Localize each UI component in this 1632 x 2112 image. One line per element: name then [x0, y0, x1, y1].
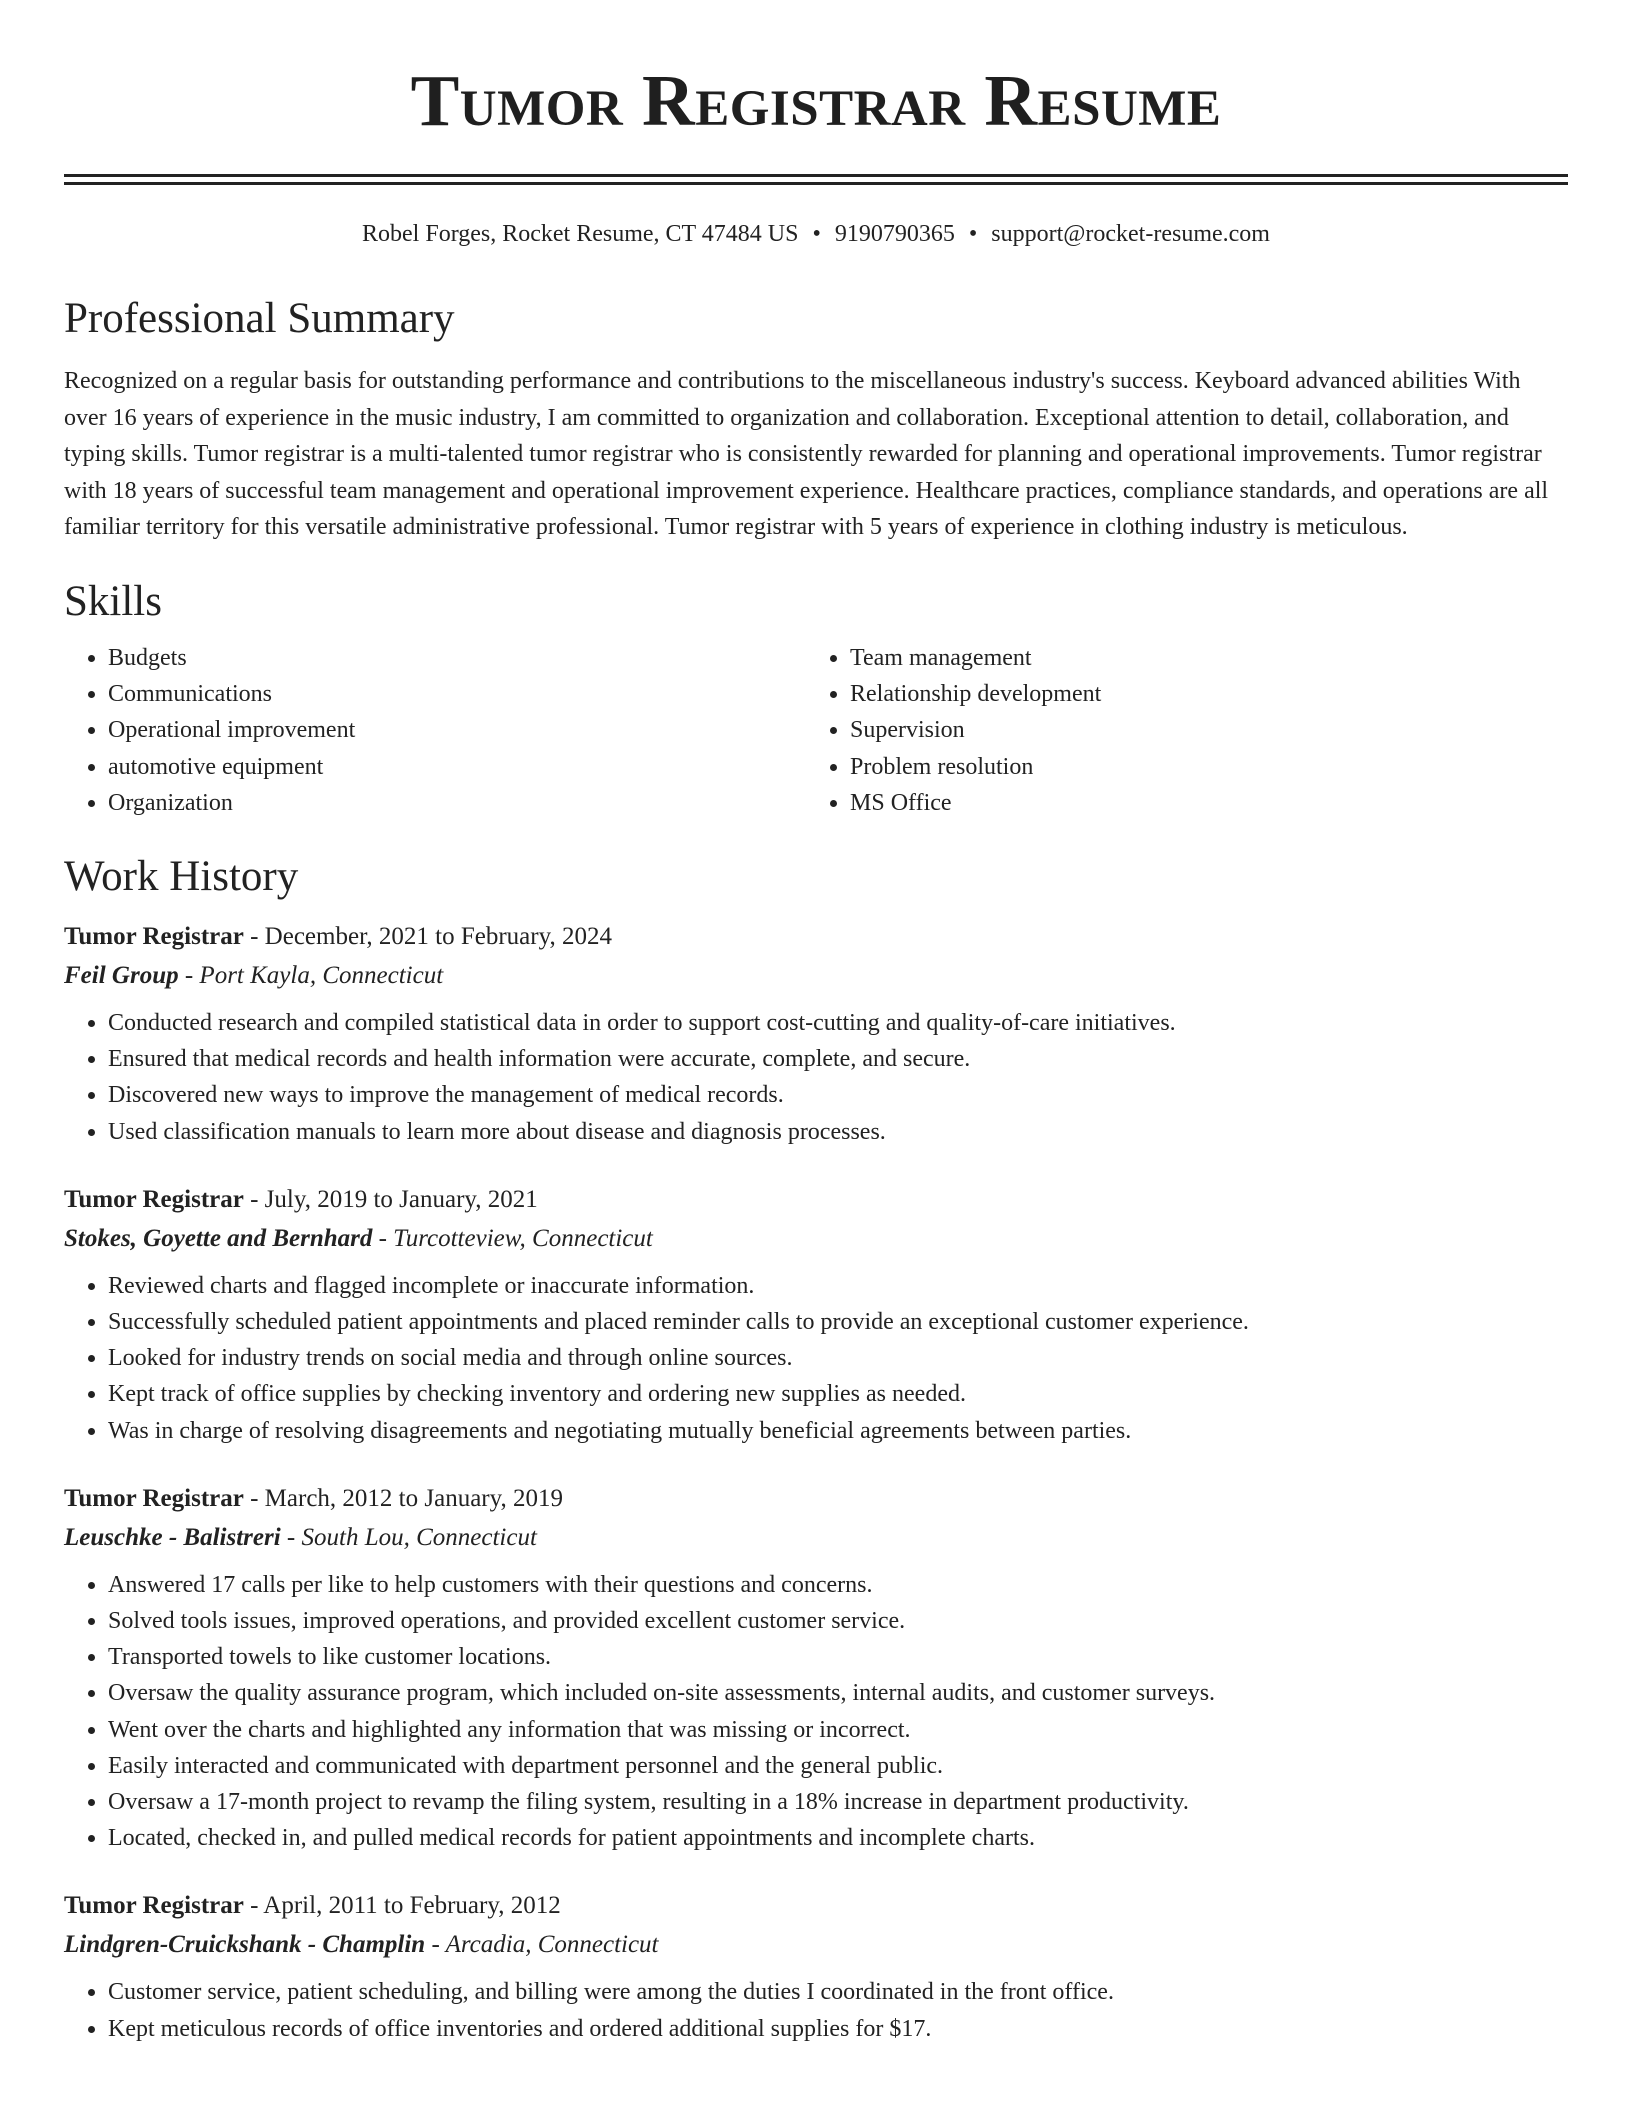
- job-title: Tumor Registrar: [64, 1185, 244, 1213]
- job-bullet: • Ensured that medical records and health information were accurate, complete, and secure.: [108, 1041, 1568, 1077]
- contact-separator: •: [812, 221, 821, 247]
- skill-item: • Supervision: [850, 712, 1548, 748]
- job-entry: [64, 1886, 1568, 2046]
- job-location: - Port Kayla, Connecticut: [178, 961, 444, 989]
- job-bullet: • Located, checked in, and pulled medical records for patient appointments and incomplete charts.: [108, 1820, 1568, 1856]
- contact-address: Robel Forges, Rocket Resume, CT 47484 US: [362, 221, 799, 247]
- skill-item: • Operational improvement: [108, 712, 806, 748]
- job-bullet: • Oversaw the quality assurance program, which included on-site assessments, internal audits, and customer surveys.: [108, 1675, 1568, 1711]
- contact-separator: •: [968, 221, 978, 247]
- job-title: Tumor Registrar: [64, 1892, 244, 1920]
- job-dates: - July, 2019 to January, 2021: [243, 1185, 538, 1213]
- job-bullet: • Used classification manuals to learn more about disease and diagnosis processes.: [108, 1114, 1568, 1150]
- job-bullet: • Transported towels to like customer locations.: [108, 1639, 1568, 1675]
- contact-email[interactable]: support@rocket-resume.com: [991, 221, 1270, 247]
- job-employer-line: [64, 1519, 1568, 1557]
- skill-item: • MS Office: [850, 785, 1548, 821]
- job-entry: [64, 1479, 1568, 1857]
- job-bullet: • Was in charge of resolving disagreements and negotiating mutually beneficial agreements between parties.: [108, 1413, 1568, 1449]
- job-employer: Stokes, Goyette and Bernhard: [64, 1224, 373, 1252]
- job-bullet: • Discovered new ways to improve the management of medical records.: [108, 1077, 1568, 1113]
- skill-item: • Team management: [850, 640, 1548, 676]
- job-employer: Feil Group: [64, 961, 179, 989]
- job-bullet: • Answered 17 calls per like to help customers with their questions and concerns.: [108, 1567, 1568, 1603]
- job-location: - Arcadia, Connecticut: [425, 1931, 659, 1959]
- page-title: Tumor Registrar Resume: [410, 60, 1222, 141]
- job-bullet: • Kept meticulous records of office inventories and ordered additional supplies for $17.: [108, 2011, 1568, 2047]
- job-header: [64, 1886, 1568, 1926]
- job-bullet: • Easily interacted and communicated with department personnel and the general public.: [108, 1748, 1568, 1784]
- job-dates: - December, 2021 to February, 2024: [243, 922, 612, 950]
- skills-list: [64, 640, 1568, 821]
- job-title: Tumor Registrar: [64, 1484, 244, 1512]
- job-location: - Turcotteview, Connecticut: [372, 1224, 653, 1252]
- summary-heading: Professional Summary: [64, 295, 455, 342]
- contact-phone[interactable]: 9190790365: [834, 221, 955, 247]
- job-bullet: • Oversaw a 17-month project to revamp the filing system, resulting in a 18% increase in department productivity.: [108, 1784, 1568, 1820]
- contact-line: [64, 219, 1568, 249]
- job-bullet: • Looked for industry trends on social media and through online sources.: [108, 1340, 1568, 1376]
- job-bullet: • Solved tools issues, improved operations, and provided excellent customer service.: [108, 1603, 1568, 1639]
- job-bullets: [64, 1268, 1568, 1449]
- skill-item: • Organization: [108, 785, 806, 821]
- job-entry: [64, 917, 1568, 1150]
- skills-heading: Skills: [64, 577, 162, 625]
- skill-item: • automotive equipment: [108, 749, 806, 785]
- title-double-rule: [64, 174, 1568, 185]
- job-bullet: • Kept track of office supplies by checking inventory and ordering new supplies as needed.: [108, 1376, 1568, 1412]
- job-bullets: [64, 1974, 1568, 2046]
- job-employer-line: [64, 1220, 1568, 1258]
- job-header: [64, 1180, 1568, 1220]
- job-employer: Lindgren-Cruickshank - Champlin: [64, 1931, 426, 1959]
- job-header: [64, 1479, 1568, 1519]
- job-dates: - March, 2012 to January, 2019: [243, 1484, 563, 1512]
- work-history-heading: Work History: [64, 852, 299, 900]
- job-bullets: [64, 1005, 1568, 1150]
- job-bullet: • Successfully scheduled patient appointments and placed reminder calls to provide an exceptional customer experience.: [108, 1304, 1568, 1340]
- skill-item: • Problem resolution: [850, 749, 1548, 785]
- job-dates: - April, 2011 to February, 2012: [243, 1892, 561, 1920]
- skill-item: • Budgets: [108, 640, 806, 676]
- job-bullet: • Customer service, patient scheduling, and billing were among the duties I coordinated in the front office.: [108, 1974, 1568, 2010]
- skill-item: • Relationship development: [850, 676, 1548, 712]
- job-title: Tumor Registrar: [64, 922, 244, 950]
- summary-text: Recognized on a regular basis for outstanding performance and contributions to the miscellaneous industry's success. Keyboard advanced abilities With over 16 years of experience in the music industry, I am committed to organization and collaboration. Exceptional attention to detail, collaboration, and typing skills. Tumor registrar is a multi-talented tumor registrar who is consistently rewarded for planning and operational improvements. Tumor registrar with 18 years of successful team management and operational improvement experience. Healthcare practices, compliance standards, and operations are all familiar territory for this versatile administrative professional. Tumor registrar with 5 years of experience in clothing industry is meticulous.: [64, 368, 1549, 541]
- job-entry: [64, 1180, 1568, 1449]
- job-employer: Leuschke - Balistreri: [64, 1523, 281, 1551]
- skill-item: • Communications: [108, 676, 806, 712]
- job-bullet: • Reviewed charts and flagged incomplete or inaccurate information.: [108, 1268, 1568, 1304]
- job-bullet: • Conducted research and compiled statistical data in order to support cost-cutting and quality-of-care initiatives.: [108, 1005, 1568, 1041]
- job-header: [64, 917, 1568, 957]
- job-bullets: [64, 1567, 1568, 1857]
- job-employer-line: [64, 957, 1568, 995]
- job-employer-line: [64, 1926, 1568, 1964]
- job-bullet: • Went over the charts and highlighted any information that was missing or incorrect.: [108, 1712, 1568, 1748]
- job-location: - South Lou, Connecticut: [280, 1523, 537, 1551]
- skills-column-right: [806, 640, 1548, 821]
- skills-column-left: [64, 640, 806, 821]
